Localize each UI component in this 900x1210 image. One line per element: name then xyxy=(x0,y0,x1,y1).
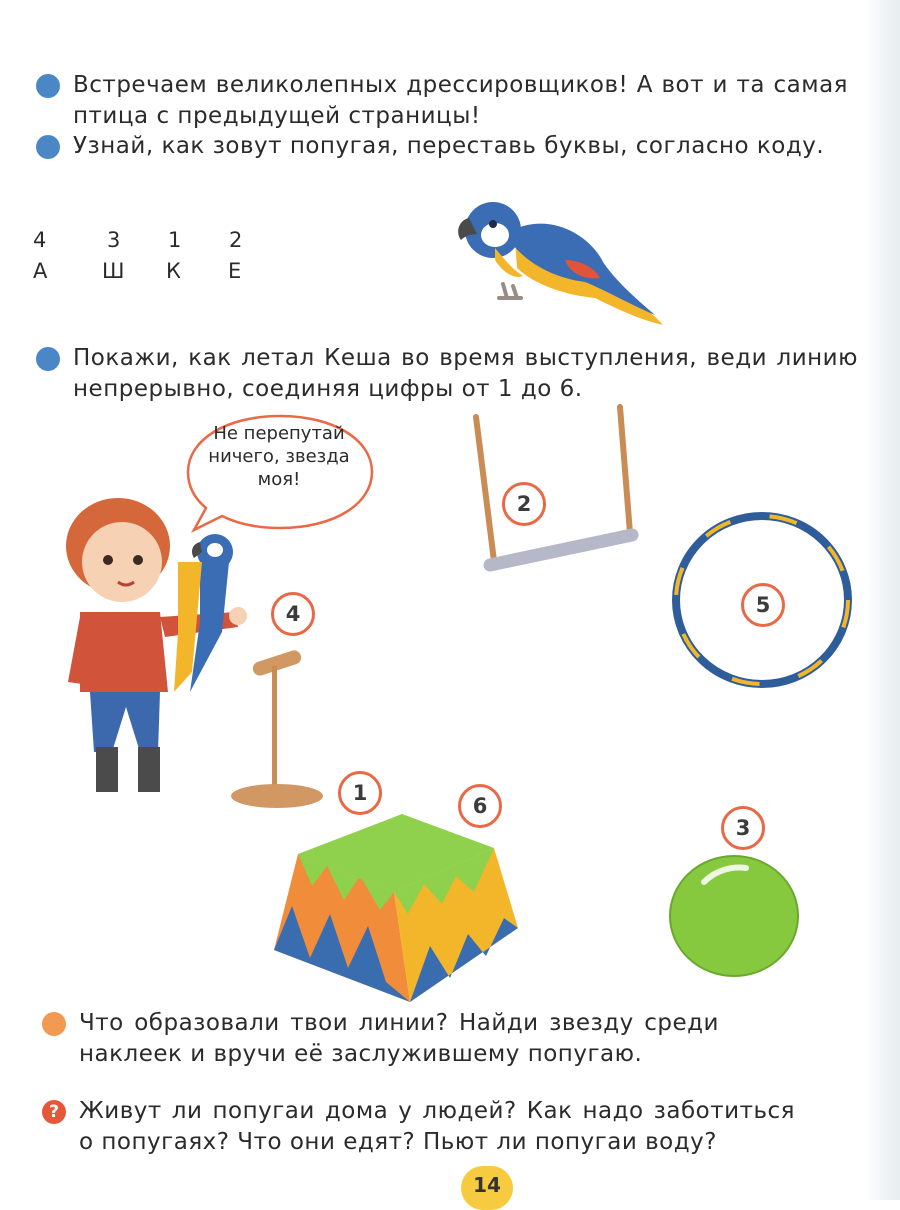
question-text-2: Живут ли попугаи дома у людей? Как надо заботиться о попугаях? Что они едят? Пьют ли попугаи воду? xyxy=(79,1098,795,1155)
code-digit: 2 xyxy=(229,228,243,252)
marker-hoop: 5 xyxy=(741,583,785,627)
marker-podium-left: 1 xyxy=(338,771,382,815)
boy-with-parrot-illustration xyxy=(60,492,250,802)
page-edge-shadow xyxy=(866,0,900,1200)
code-digit: 3 xyxy=(107,228,121,252)
pencil-bullet-icon xyxy=(36,347,60,371)
code-digit: 4 xyxy=(33,228,47,252)
intro-text-2: Узнай, как зовут попугая, переставь буквы, согласно коду. xyxy=(73,133,825,159)
marker-ball: 3 xyxy=(721,806,765,850)
blue-bullet-icon xyxy=(36,74,60,98)
code-letter: Ш xyxy=(102,259,125,283)
podium-illustration xyxy=(272,806,522,1006)
question-mark-icon: ? xyxy=(42,1100,66,1124)
perch-illustration xyxy=(230,648,330,813)
code-letter: Е xyxy=(228,259,242,283)
page-number: 14 xyxy=(461,1166,513,1210)
parrot-illustration xyxy=(455,190,670,335)
code-letter: К xyxy=(166,259,181,283)
orange-bullet-icon xyxy=(42,1012,66,1036)
marker-podium-right: 6 xyxy=(458,784,502,828)
code-digit: 1 xyxy=(168,228,182,252)
blue-bullet-icon xyxy=(36,135,60,159)
speech-bubble-text: Не перепутай ничего, звезда моя! xyxy=(208,423,350,490)
ball-illustration xyxy=(668,854,800,978)
task-text: Покажи, как летал Кеша во время выступления, веди линию непрерывно, соединяя цифры от 1 до 6. xyxy=(73,345,858,402)
marker-perch: 4 xyxy=(271,592,315,636)
question-text-1: Что образовали твои линии? Найди звезду среди наклеек и вручи её заслужившему попугаю. xyxy=(79,1010,719,1067)
trapeze-illustration xyxy=(470,403,640,578)
intro-text-1: Встречаем великолепных дрессировщиков! А вот и та самая птица с предыдущей страницы! xyxy=(73,72,848,129)
marker-trapeze: 2 xyxy=(502,482,546,526)
code-letter: А xyxy=(33,259,48,283)
